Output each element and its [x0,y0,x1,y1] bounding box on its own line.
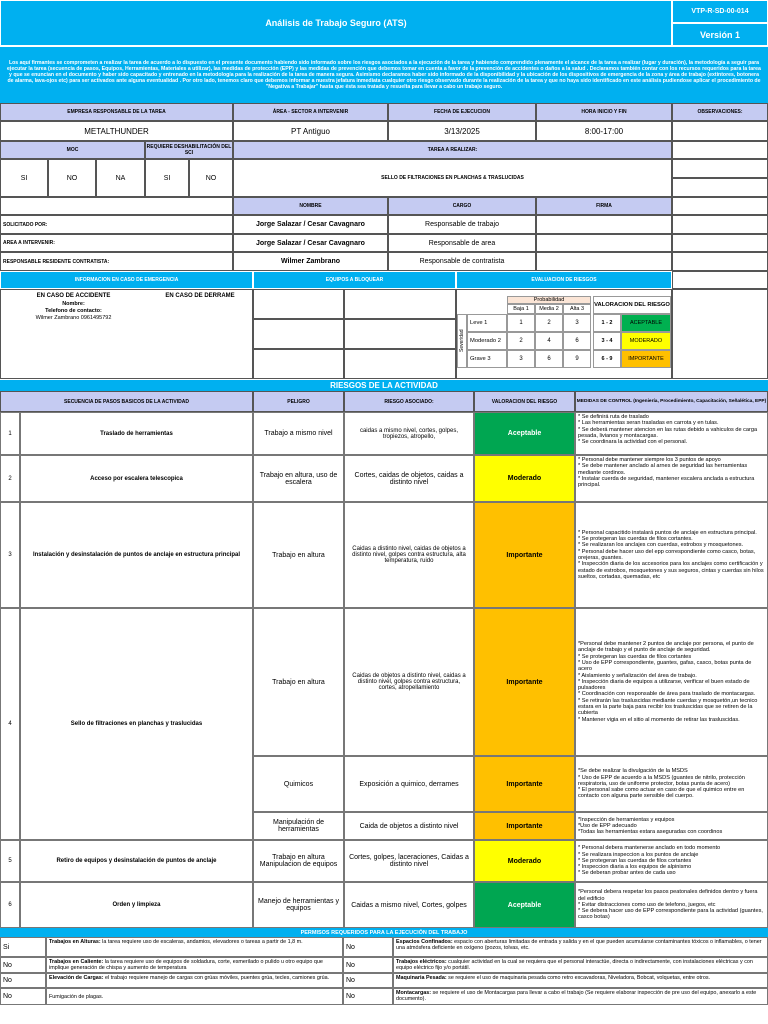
probabilidad-label: Probabilidad [507,296,591,304]
permiso-title: Montacargas: [396,990,432,996]
paso-number: 2 [0,455,20,502]
paso-number: 4 [0,608,20,840]
fecha-value: 3/13/2025 [388,121,536,141]
contacto-value: Wilmer Zambrano 0961495792 [35,314,112,321]
severidad-label: Severidad [457,314,467,368]
sci-si[interactable]: SI [145,159,189,197]
level-name: MODERADO [621,332,671,350]
persona-firma[interactable] [536,252,672,271]
sev-row-label: Grave 3 [467,350,507,368]
observaciones-header: OBSERVACIONES: [672,103,768,121]
level-name: IMPORTANTE [621,350,671,368]
level-range: 1 - 2 [593,314,621,332]
valoracion-badge: Aceptable [474,882,575,928]
permiso-value[interactable]: No [0,988,46,1005]
moc-na[interactable]: NA [96,159,145,197]
intro-statement: Los aquí firmantes se comprometen a realizar la tarea de acuerdo a lo dispuesto en el presente documento habiendo sido informado sobre los riesgos asociados a la ejecución de la tarea y habiendo comprendido plenamente el alcance de la tarea a realizar (lugar y duración), la metodología a seguir para ejecutar la tarea (secuencia de pasos, Equipos, Herramientas, Materiales a utilizar), las medidas de protección (EPP) y las medidas de prevención que debemos tomar en cuenta a favor de la prevención de accidentes o daños a la salud . Declaramos también contar con los recursos requeridos para la tarea y que se enuncian en el documento y haber sido capacitado y entrenado en la metodología para la realización de la tarea de manera segura. Asimismo declaramos haber sido informado de la disponibilidad y la ubicación de los dispositivos de emergencia de la zona y área de trabajo (extintores, botonera de alarma, lava-ojos etc) para ser activados ante alguna eventualidad . Por otro lado, tenemos claro que debemos informar a nuestra jefatura inmediata cualquier otro riesgo observado durante la realización de la tarea y que no haya sido identificado en este análisis pudiendose aplicar el procedimiento de "Negativa a Trabajar" hasta que ésta sea tratada y resuelta para llevar a cabo un trabajo seguro. [0,47,768,103]
peligro-value: Trabajo en altura [253,502,344,608]
permiso-description [46,957,343,973]
paso-description: Retiro de equipos y desinstalación de puntos de anclaje [20,840,253,882]
level-range: 3 - 4 [593,332,621,350]
permiso-detail: el trabajo requiere manejo de cargas con grúas móviles, puentes grúa, tecles, camiones grúa. [103,975,330,981]
moc-header: MOC [0,141,145,159]
permiso-description [393,988,768,1005]
medidas-value [575,502,768,608]
valoracion-badge: Moderado [474,840,575,882]
peligro-value: Trabajo en altura Manipulacion de equipos [253,840,344,882]
permiso-detail: la tarea requiere uso de equipos de soldadura, corte, esmerilado o pulido u otro equipo que implique generación de chispa y aumento de temperatura [49,959,323,971]
cargo-header: CARGO [388,197,536,215]
peligro-value: Trabajo en altura [253,608,344,756]
peligro-header: PELIGRO [253,391,344,412]
emergencia-panel [0,289,253,379]
medidas-value: * Personal debe mantener siempre los 3 puntos de apoyo * Se debe mantener anclado al arnes de seguridad las herramientas mediante cordinos. * Instalar cuerda de seguridad, mantener escalera anclada a estructura principal. [575,455,768,502]
permiso-title: Trabajos en Caliente: [49,959,104,965]
sev-row-label: Moderado 2 [467,332,507,350]
riesgo-value: caidas a mismo nivel, cortes, golpes, tropiezos, atropello, [344,412,474,455]
document-code: VTP-R-SD-00-014 [672,0,768,23]
matriz-cell: 6 [563,332,591,350]
permiso-description [393,957,768,973]
peligro-value: Manipulación de herramientas [253,812,344,840]
area-header: ÁREA - SECTOR A INTERVENIR [233,103,388,121]
paso-description: Sello de filtraciones en planchas y traslucidas [20,608,253,840]
riesgo-header: RIESGO ASOCIADO: [344,391,474,412]
valoracion-header: VALORACION DEL RIESGO [474,391,575,412]
empresa-header: EMPRESA RESPONSABLE DE LA TAREA [0,103,233,121]
permiso-title: Espacios Confinados: [396,939,453,945]
hora-header: HORA INICIO Y FIN [536,103,672,121]
persona-nombre: Jorge Salazar / Cesar Cavagnaro [233,215,388,234]
area-value: PT Antiguo [233,121,388,141]
permiso-title: Trabajos eléctricos: [396,959,447,965]
tarea-value: SELLO DE FILTRACIONES EN PLANCHAS & TRASLUCIDAS [233,159,672,197]
matriz-cell: 9 [563,350,591,368]
valoracion-badge: Importante [474,608,575,756]
tarea-header: TAREA A REALIZAR: [233,141,672,159]
permiso-value[interactable]: No [0,957,46,973]
permiso-detail: se requiere el uso de Montacargas para llevar a cabo el trabajo (Se requiere elaborar inspección de pre uso del equipo, anexarlo a este documento). [396,990,757,1002]
valoracion-badge: Importante [474,812,575,840]
sev-row-label: Leve 1 [467,314,507,332]
paso-number: 5 [0,840,20,882]
document-version: Versión 1 [672,23,768,46]
medidas-text: * Personal debera mantenerse anclado en todo momento * Se realizara inspeccion a los puntos de anclaje * Se protegeran las cuerdas de filos cortantes * Inspeccion diaria a los equipos de alpinismo * Se deberan probar antes de cada uso [578,845,721,877]
permiso-value[interactable]: No [343,937,393,957]
persona-cargo: Responsable de trabajo [388,215,536,234]
persona-label: RESPONSABLE RESIDENTE CONTRATISTA: [0,252,233,271]
peligro-value: Trabajo a mismo nivel [253,412,344,455]
medidas-text: *Inspección de herramientas y equipos *Uso de EPP adecuado *Todas las herramientas estara aseguradas con coordinos [578,816,723,836]
prob-col: Baja 1 [507,304,535,314]
permiso-detail: la tarea requiere uso de escaleras, andamios, elevadores o tareas a partir de 1,8 m. [100,939,303,945]
peligro-value: Quimicos [253,756,344,812]
permiso-detail: Fumigación de plagas. [49,993,104,1000]
persona-firma[interactable] [536,215,672,234]
riesgo-value: Cortes, caidas de objetos, caidas a distinto nivel [344,455,474,502]
permisos-title: PERMISOS REQUERIDOS PARA LA EJECUCIÓN DEL TRABAJO [0,928,768,937]
emergencia-header: INFORMACION EN CASO DE EMERGENCIA [0,271,253,289]
prob-col: Media 2 [535,304,563,314]
telefono-label: Telefono de contacto: [45,307,102,314]
permiso-detail: cualquier actividad en la cual se requiera que el personal interactúe, directa o indirectamente, con instalaciones eléctricas y con equipo eléctrico fijo y/o portátil. [396,959,753,971]
permiso-value[interactable]: No [343,988,393,1005]
riesgo-value: Caida de objetos a distinto nivel [344,812,474,840]
permiso-title: Elevación de Cargas: [49,975,104,981]
medidas-value [575,608,768,756]
medidas-text: *Se debe realizar la divulgación de la MSDS * Uso de EPP de acuerdo a la MSDS (guantes de nitrilo, protección respiratoria, uso de uniforme protector, botas punta de acero) * El personal sabe como actuar en caso de que el quimico entre en contacto con alguna parte sensible del cuerpo. [578,768,745,800]
riesgo-value: Caidas de objetos a distinto nivel, caidas a distinto nivel, golpes contra estructura, cortes, atropellamiento [344,608,474,756]
medidas-value [575,756,768,812]
fecha-header: FECHA DE EJECUCION [388,103,536,121]
moc-no[interactable]: NO [48,159,96,197]
paso-number: 6 [0,882,20,928]
matriz-cell: 2 [507,332,535,350]
matriz-cell: 4 [535,332,563,350]
empresa-value: METALTHUNDER [0,121,233,141]
peligro-value: Manejo de herramientas y equipos [253,882,344,928]
permiso-value[interactable]: No [343,973,393,988]
persona-label: SOLICITADO POR: [0,215,233,234]
medidas-value: * Se definirá ruta de traslado * Las herramientas seran trasladas en carrota y en tulas. * Se deberá mantener atencion en las rutas debido a vahiculos de carga pesada, livianos y montacargas. * Se coordinara la actividad con el personal. [575,412,768,455]
permiso-value[interactable]: Si [0,937,46,957]
firma-header: FIRMA [536,197,672,215]
prob-col: Alta 3 [563,304,591,314]
sci-no[interactable]: NO [189,159,233,197]
permiso-description [46,973,343,988]
nombre-header: NOMBRE [233,197,388,215]
valoracion-badge: Importante [474,502,575,608]
matriz-cell: 3 [507,350,535,368]
medidas-text: * Personal capacitido instalará puntos de anclaje en estructura principal. * Se protegeran las cuerdas de filos cortantes. * Se realizaran los anclajes con cuerdas, estrobos y mosquetones. * Personal debe hacer uso del epp correspondiente como casco, botas, orejeras, guantes. * Inspección diaria de los accesorios para los anclajes como certificación y estado de estrobos, mosquetones y sus seguros, cintas y cuerdas sin hilos sueltos, cortadas, quemadas, etc [578,529,764,580]
matriz-cell: 3 [563,314,591,332]
permiso-description [393,973,768,988]
sci-header: REQUIERE DESHABILITACIÓN DEL SCI [145,141,233,159]
peligro-value: Trabajo en altura, uso de escalera [253,455,344,502]
permiso-value[interactable]: No [0,973,46,988]
derrame-title: EN CASO DE DERRAME [165,293,235,299]
medidas-text: *Personal debe mantener 2 puntos de anclaje por persona, el punto de anclaje de trabajo y el punto de anclaje de seguridad. * Se protegeran las cuerdas de filos cortantes * Uso de EPP correspondiente, guantes, gafas, casco, botas punta de acero * Aislamiento y señalización del área de trabajo. * Inspección diaria de equipos a utilizarse, verificar el buen estado de pulsadores * Coordinación con responsable de área para traslado de montacargas. * Se retirarán las trasluscidas mediante cuerdas y mosquetón,un tecnico estara en la parte baja para recibir los trasluscidas que se retiren de la cubierta * Mantener vigia en el sitio al momento de retirar las trasluscidas. [578,641,758,723]
medidas-header: MEDIDAS DE CONTROL (Ingeniería, Procedimiento, Capacitación, Señalética, EPP) [575,391,768,412]
valoracion-title: VALORACION DEL RIESGO [593,296,671,314]
riesgo-value: Caidas a mismo nivel, Cortes, golpes [344,882,474,928]
medidas-value [575,812,768,840]
level-range: 6 - 9 [593,350,621,368]
paso-description: Traslado de herramientas [20,412,253,455]
nombre-label: Nombre: [62,300,85,307]
permiso-description [46,937,343,957]
permiso-description [46,988,343,1005]
persona-label: AREA A INTERVENIR: [0,234,233,252]
medidas-value [575,882,768,928]
observaciones-cell[interactable] [672,121,768,141]
medidas-value [575,840,768,882]
valoracion-badge: Aceptable [474,412,575,455]
paso-description: Acceso por escalera telescopica [20,455,253,502]
medidas-text: *Personal debera respetar los pasos peatonales definidos dentro y fuera del edificio * Evitar distracciones como uso de telefono, juegos, etc * Se debera hacer uso de EPP correspondiente para la actividad (guantes, casco botas) [578,889,763,921]
paso-number: 1 [0,412,20,455]
riesgos-title: RIESGOS DE LA ACTIVIDAD [0,380,768,391]
riesgo-value: Cortes, golpes, laceraciones, Caidas a distinto nivel [344,840,474,882]
valoracion-badge: Importante [474,756,575,812]
valoracion-badge: Moderado [474,455,575,502]
persona-nombre: Jorge Salazar / Cesar Cavagnaro [233,234,388,252]
persona-cargo: Responsable de contratista [388,252,536,271]
permiso-detail: espacio con aberturas limitadas de entrada y salida y en el que pueden acumularse contaminantes tóxicos o inflamables, o tener una atmósfera deficiente en oxígeno (pozos, tolvas, etc. [396,939,762,951]
riesgo-value: Exposición a quimico, derrames [344,756,474,812]
permiso-title: Maquinaria Pesada: [396,975,447,981]
paso-description: Orden y limpieza [20,882,253,928]
permiso-title: Trabajos en Alturas: [49,939,101,945]
persona-firma[interactable] [536,234,672,252]
evaluacion-header: EVALUACION DE RIESGOS [456,271,672,289]
secuencia-header: SECUENCIA DE PASOS BASICOS DE LA ACTIVIDAD [0,391,253,412]
permiso-value[interactable]: No [343,957,393,973]
level-name: ACEPTABLE [621,314,671,332]
moc-si[interactable]: SI [0,159,48,197]
accidente-title: EN CASO DE ACCIDENTE [36,293,111,299]
permiso-detail: se requiere el uso de maquinaria pesada como retro excavadoras, Niveladora, Bobcat, volquetas, entre otros. [446,975,711,981]
permiso-description [393,937,768,957]
persona-nombre: Wilmer Zambrano [233,252,388,271]
hora-value: 8:00-17:00 [536,121,672,141]
riesgo-value: Caidas a distinto nivel, caidas de objetos a distinto nivel, golpes contra estructura, alta temperatura, ruido [344,502,474,608]
paso-number: 3 [0,502,20,608]
matriz-cell: 1 [507,314,535,332]
paso-description: Instalación y desinstalación de puntos de anclaje en estructura principal [20,502,253,608]
equipos-header: EQUIPOS A BLOQUEAR [253,271,456,289]
matriz-cell: 2 [535,314,563,332]
persona-cargo: Responsable de area [388,234,536,252]
matriz-cell: 6 [535,350,563,368]
document-title: Análisis de Trabajo Seguro (ATS) [0,0,672,46]
